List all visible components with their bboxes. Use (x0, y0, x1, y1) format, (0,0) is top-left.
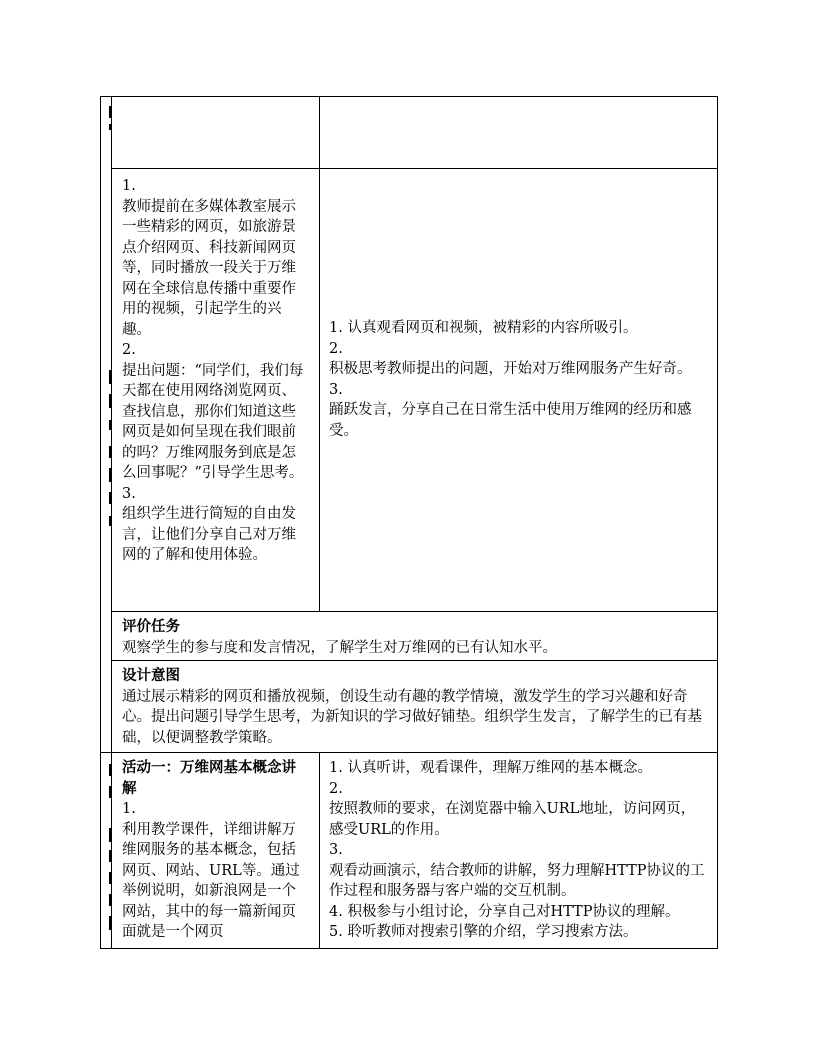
clipped-glyph-fragment (109, 916, 112, 930)
evaluation-heading: 评价任务 (122, 618, 180, 635)
item-number: 1. (122, 178, 136, 194)
clipped-glyph-fragment (109, 828, 112, 842)
student-activity-text: 踊跃发言，分享自己在日常生活中使用万维网的经历和感受。 (329, 402, 692, 439)
item-number: 3. (329, 381, 343, 398)
column-divider (319, 752, 320, 949)
clipped-glyph-fragment (109, 106, 112, 118)
clipped-glyph-fragment (109, 468, 112, 482)
student-activity-line: 1. 认真听讲，观看课件，理解万维网的基本概念。 (329, 760, 652, 776)
clipped-glyph-fragment (109, 786, 112, 798)
teacher-activity-text: 组织学生进行简短的自由发言，让他们分享自己对万维网的了解和使用体验。 (122, 506, 296, 563)
clipped-glyph-fragment (109, 516, 112, 526)
student-activity-line: 1. 认真观看网页和视频，被精彩的内容所吸引。 (329, 320, 638, 336)
item-number: 2. (122, 342, 136, 358)
teacher-activity-text: 教师提前在多媒体教室展示一些精彩的网页，如旅游景点介绍网页、科技新闻网页等，同时播放一段关于万维网在全球信息传播中重要作用的视频，引起学生的兴趣。 (122, 198, 296, 338)
item-number: 3. (122, 485, 136, 502)
clipped-glyph-fragment (109, 872, 112, 884)
student-activity-cell (329, 318, 709, 441)
clipped-glyph-fragment (109, 370, 112, 384)
activity-one-title: 活动一：万维网基本概念讲解 (122, 759, 296, 797)
clipped-glyph-fragment (109, 394, 112, 408)
item-number: 2. (329, 780, 343, 797)
activity-one-teacher-text: 利用教学课件，详细讲解万维网服务的基本概念，包括网页、网站、URL等。通过举例说明，如新浪网是一个网站，其中的每一篇新闻页面就是一个网页 (122, 821, 300, 940)
clipped-glyph-fragment (109, 894, 112, 906)
row-divider (100, 752, 718, 753)
teacher-activity-cell (122, 176, 310, 566)
row-divider (112, 660, 718, 661)
item-number: 2. (329, 340, 343, 357)
student-activity-text: 观看动画演示，结合教师的讲解，努力理解HTTP协议的工作过程和服务器与客户端的交互机制。 (329, 862, 705, 899)
activity-one-teacher-cell (122, 758, 310, 946)
clipped-glyph-fragment (109, 764, 112, 776)
teacher-activity-text: 提出问题：“同学们，我们每天都在使用网络浏览网页、查找信息，那你们知道这些网页是如何呈现在我们眼前的吗？万维网服务到底是怎么回事呢？”引导学生思考。 (122, 362, 304, 481)
clipped-glyph-fragment (109, 124, 112, 130)
student-activity-line: 5. 聆听教师对搜索引擎的介绍，学习搜索方法。 (329, 924, 638, 940)
clipped-glyph-fragment (109, 850, 112, 862)
design-intent-heading: 设计意图 (122, 667, 180, 684)
evaluation-cell (122, 617, 712, 658)
item-number: 1. (122, 801, 136, 817)
evaluation-text: 观察学生的参与度和发言情况，了解学生对万维网的已有认知水平。 (122, 639, 557, 656)
activity-one-student-cell (329, 758, 709, 943)
row-divider (112, 611, 718, 612)
clipped-glyph-fragment (109, 492, 112, 504)
design-intent-cell (122, 666, 707, 748)
row-divider (112, 168, 718, 169)
student-activity-text: 按照教师的要求，在浏览器中输入URL地址，访问网页，感受URL的作用。 (329, 801, 696, 838)
student-activity-text: 积极思考教师提出的问题，开始对万维网服务产生好奇。 (329, 361, 692, 377)
clipped-glyph-fragment (109, 446, 112, 458)
student-activity-line: 4. 积极参与小组讨论，分享自己对HTTP协议的理解。 (329, 903, 680, 920)
column-divider (319, 96, 320, 612)
design-intent-text: 通过展示精彩的网页和播放视频，创设生动有趣的教学情境，激发学生的学习兴趣和好奇心。提出问题引导学生思考，为新知识的学习做好铺垫。组织学生发言，了解学生的已有基础，以便调整教学策略。 (122, 688, 702, 746)
item-number: 3. (329, 842, 343, 858)
clipped-glyph-fragment (109, 420, 112, 430)
